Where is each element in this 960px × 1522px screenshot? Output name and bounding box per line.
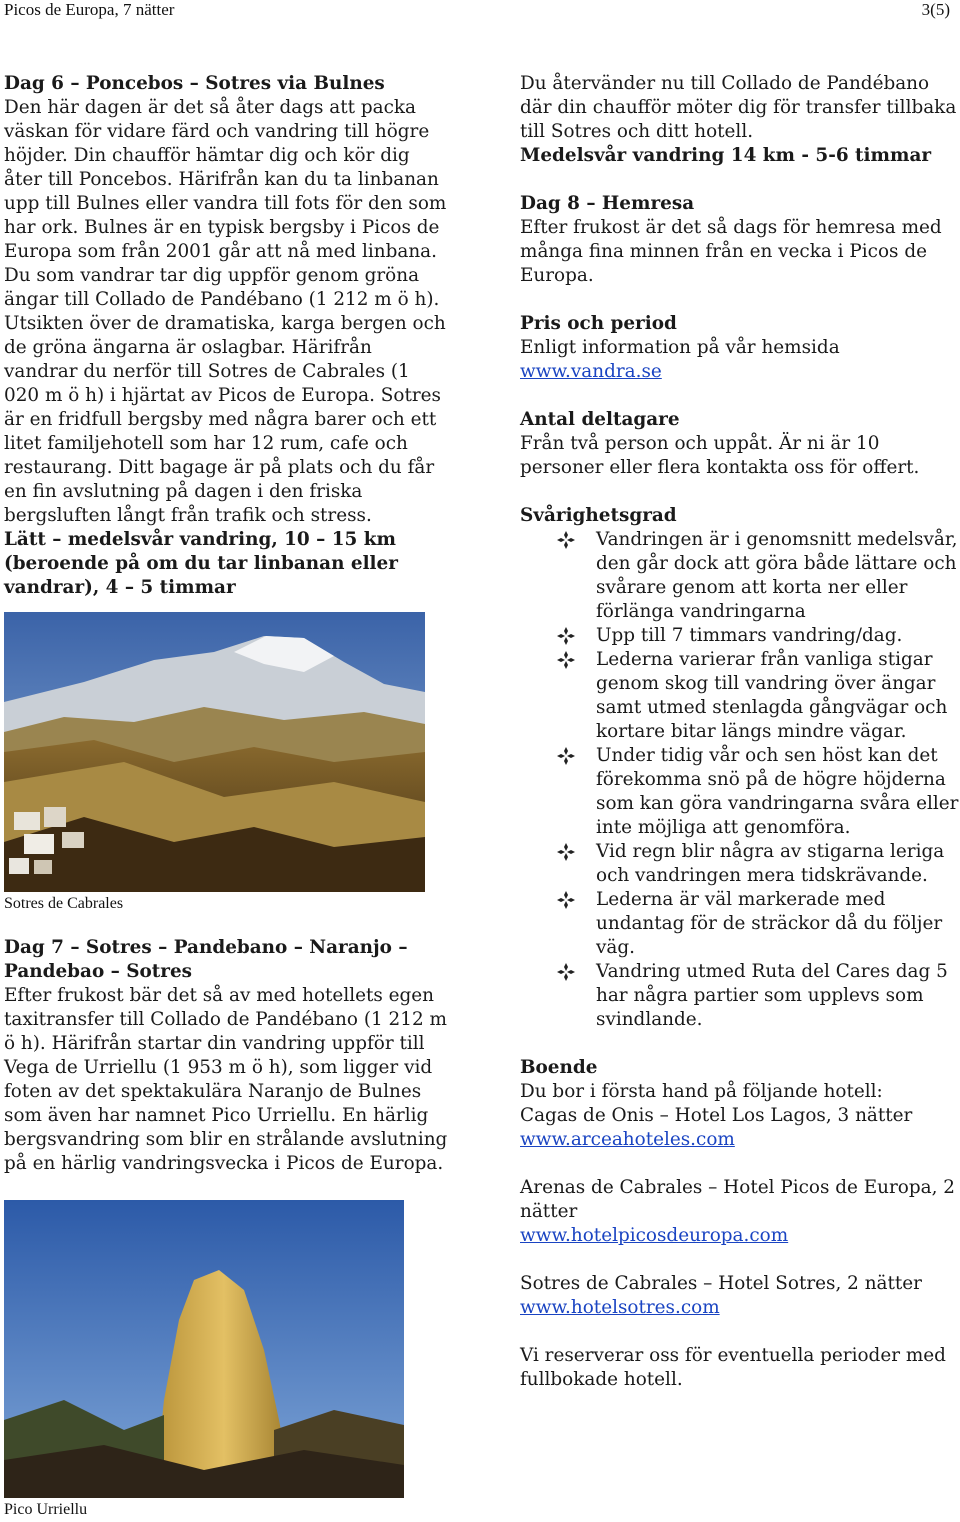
day6-summary: Lätt – medelsvår vandring, 10 – 15 km (beroende på om du tar linbanan eller vandrar), 4 – 5 timmar (4, 529, 398, 598)
list-item: Upp till 7 timmars vandring/dag. (520, 624, 960, 648)
day8-heading: Dag 8 – Hemresa (520, 193, 695, 214)
diamond-bullet-icon (556, 962, 576, 982)
photo-caption: Sotres de Cabrales (4, 895, 124, 912)
list-item: Lederna varierar från vanliga stigar genom skog till vandring över ängar samt utmed stenlagda gångvägar och kortare bitar längs mindre vägar. (520, 648, 960, 744)
participants-heading: Antal deltagare (520, 409, 680, 430)
diamond-bullet-icon (556, 842, 576, 862)
diamond-bullet-icon (556, 650, 576, 670)
hotelpicosdeuropa-link[interactable]: www.hotelpicosdeuropa.com (520, 1225, 789, 1246)
diamond-bullet-icon (556, 530, 576, 550)
lodging-intro: Du bor i första hand på följande hotell: (520, 1081, 883, 1102)
day8-body: Efter frukost är det så dags för hemresa med många fina minnen från en vecka i Picos de Europa. (520, 217, 942, 286)
day7-summary: Medelsvår vandring 14 km - 5-6 timmar (520, 145, 932, 166)
photo-pico-urriellu (4, 1200, 404, 1498)
photo-sotres-de-cabrales (4, 612, 425, 892)
hotel-los-lagos: Cagas de Onis – Hotel Los Lagos, 3 nätter (520, 1105, 913, 1126)
right-column (520, 72, 960, 1392)
list-item: Under tidig vår och sen höst kan det förekomma snö på de högre höjderna som kan göra vandringarna svåra eller inte möjliga att genomföra. (520, 744, 960, 840)
price-body: Enligt information på vår hemsida (520, 337, 840, 358)
day7-body: Efter frukost bär det så av med hotellets egen taxitransfer till Collado de Pandébano (1 212 m ö h). Härifrån startar din vandring uppför till Vega de Urriellu (1 953 m ö h), som ligger vid foten av det spektakulära Naranjo de Bulnes som även har namnet Pico Urriellu. En härlig bergsvandring som blir en strålande avslutning på en härlig vandringsvecka i Picos de Europa. (4, 985, 448, 1174)
price-heading: Pris och period (520, 313, 677, 334)
difficulty-list (520, 528, 960, 1032)
day7-continuation: Du återvänder nu till Collado de Pandébano där din chaufför möter dig för transfer tillbaka till Sotres och ditt hotell. (520, 73, 957, 142)
page-number: 3(5) (921, 0, 950, 19)
hotel-picos-de-europa: Arenas de Cabrales – Hotel Picos de Europa, 2 nätter (520, 1177, 955, 1222)
list-item: Vid regn blir några av stigarna leriga och vandringen mera tidskrävande. (520, 840, 960, 888)
day6-heading: Dag 6 – Poncebos – Sotres via Bulnes (4, 73, 385, 94)
hotelsotres-link[interactable]: www.hotelsotres.com (520, 1297, 720, 1318)
vandra-link[interactable]: www.vandra.se (520, 361, 662, 382)
arceahoteles-link[interactable]: www.arceahoteles.com (520, 1129, 735, 1150)
running-header-title: Picos de Europa, 7 nätter (4, 0, 175, 19)
diamond-bullet-icon (556, 746, 576, 766)
difficulty-heading: Svårighetsgrad (520, 505, 677, 526)
hotel-sotres: Sotres de Cabrales – Hotel Sotres, 2 nätter (520, 1273, 922, 1294)
closing-note: Vi reserverar oss för eventuella perioder med fullbokade hotell. (520, 1345, 946, 1390)
left-column (4, 72, 448, 1520)
list-item: Vandringen är i genomsnitt medelsvår, den går dock att göra både lättare och svårare genom att korta ner eller förlänga vandringarna (520, 528, 960, 624)
day7-heading: Dag 7 – Sotres – Pandebano – Naranjo – Pandebao – Sotres (4, 937, 408, 982)
list-item: Vandring utmed Ruta del Cares dag 5 har några partier som upplevs som svindlande. (520, 960, 960, 1032)
lodging-heading: Boende (520, 1057, 598, 1078)
day6-body: Den här dagen är det så åter dags att packa väskan för vidare färd och vandring till högre höjder. Din chaufför hämtar dig och kör dig åter till Poncebos. Härifrån kan du ta linbanan upp till Bulnes eller vandra till fots för den som har ork. Bulnes är en typisk bergsby i Picos de Europa som från 2001 går att nå med linbana. Du som vandrar tar dig uppför genom gröna ängar till Collado de Pandébano (1 212 m ö h). Utsikten över de dramatiska, karga bergen och de gröna ängarna är oslagbar. Härifrån vandrar du nerför till Sotres de Cabrales (1 020 m ö h) i hjärtat av Picos de Europa. Sotres är en fridfull bergsby med några barer och ett litet familjehotell som har 12 rum, cafe och restaurang. Ditt bagage är på plats och du får en fin avslutning på dagen i den friska bergsluften långt från trafik och stress. (4, 97, 447, 526)
participants-body: Från två person och uppåt. Är ni är 10 personer eller flera kontakta oss för offert. (520, 433, 920, 478)
list-item: Lederna är väl markerade med undantag för de sträckor då du följer väg. (520, 888, 960, 960)
diamond-bullet-icon (556, 890, 576, 910)
diamond-bullet-icon (556, 626, 576, 646)
photo-caption: Pico Urriellu (4, 1501, 88, 1518)
